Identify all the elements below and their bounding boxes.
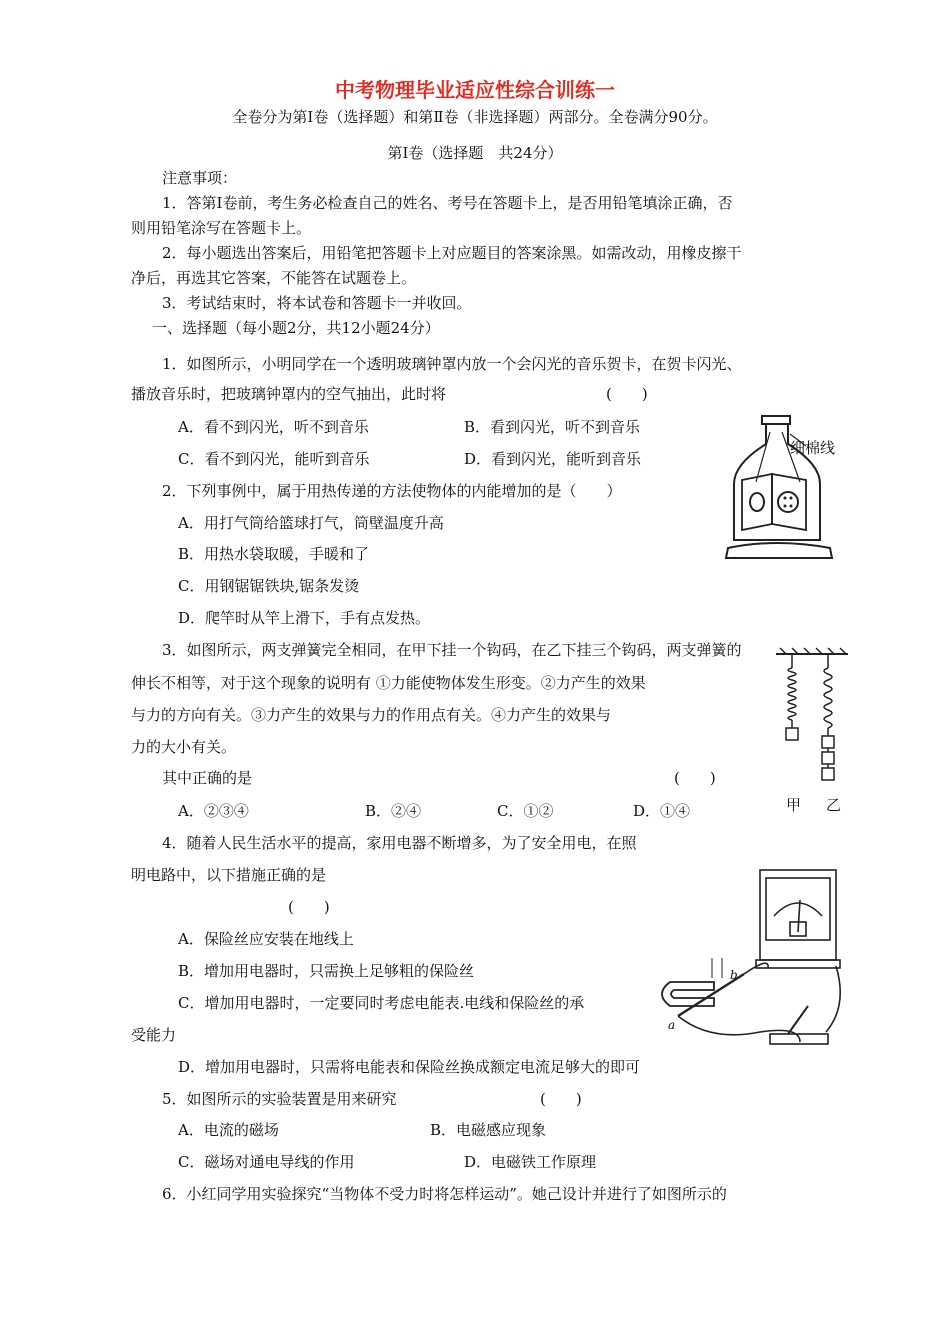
q2-option-a: A．用打气筒给篮球打气，筒壁温度升高 (178, 514, 444, 532)
label-yi: 乙 (826, 796, 842, 814)
q1-option-c: C．看不到闪光，能听到音乐 (178, 450, 370, 468)
q1-option-a: A．看不到闪光，听不到音乐 (178, 418, 369, 436)
q5-option-b: B．电磁感应现象 (430, 1121, 547, 1139)
q3-stem-line-1: 3．如图所示，两支弹簧完全相同，在甲下挂一个钩码，在乙下挂三个钩码，两支弹簧的 (162, 641, 742, 659)
note-1-line-1: 1．答第Ⅰ卷前，考生务必检查自己的姓名、考号在答题卡上，是否用铅笔填涂正确，否 (162, 194, 733, 212)
wire-a (678, 1016, 800, 1042)
part1-heading: 第Ⅰ卷（选择题 共24分） (387, 144, 563, 162)
note-1-line-2: 则用铅笔涂写在答题卡上。 (131, 219, 312, 237)
galvanometer-scale (774, 903, 822, 916)
weight-jia-1 (786, 728, 798, 740)
q4-option-d: D．增加用电器时，只需将电能表和保险丝换成额定电流足够大的即可 (178, 1058, 641, 1076)
q1-option-d: D．看到闪光，能听到音乐 (464, 450, 642, 468)
q3-stem-line-4: 力的大小有关。 (131, 738, 237, 756)
q3-stem-line-3: 与力的方向有关。③力产生的效果与力的作用点有关。④力产生的效果与 (131, 706, 612, 724)
q2-option-b: B．用热水袋取暖，手暖和了 (178, 545, 370, 563)
switch-lever (788, 1006, 808, 1034)
u-magnet (662, 982, 714, 1006)
note-2-line-1: 2．每小题选出答案后，用铅笔把答题卡上对应题目的答案涂黑。如需改动，用橡皮擦干 (162, 244, 742, 262)
q3-stem-line-2: 伸长不相等，对于这个现象的说明有 ①力能使物体发生形变。②力产生的效果 (131, 674, 646, 692)
q1-stem-line-1: 1．如图所示，小明同学在一个透明玻璃钟罩内放一个会闪光的音乐贺卡，在贺卡闪光、 (162, 355, 742, 373)
wire-switch (826, 966, 840, 1032)
q2-option-d: D．爬竿时从竿上滑下，手有点发热。 (178, 609, 431, 627)
galvanometer-body (760, 870, 836, 960)
q5-answer-bracket: ( ) (540, 1090, 582, 1108)
note-3: 3．考试结束时，将本试卷和答题卡一并收回。 (162, 294, 472, 312)
spring-yi (824, 668, 832, 728)
spring-jia (788, 668, 796, 720)
q2-option-c: C．用钢锯锯铁块,锯条发烫 (178, 577, 360, 595)
q4-option-a: A．保险丝应安装在地线上 (178, 930, 354, 948)
card-speaker (778, 492, 798, 512)
q4-option-b: B．增加用电器时，只需换上足够粗的保险丝 (178, 962, 475, 980)
q6-stem-line-1: 6．小红同学用实验探究“当物体不受力时将怎样运动”。她己设计并进行了如图所示的 (162, 1185, 727, 1203)
q3-option-d: D．①④ (633, 802, 691, 820)
q3-option-a: A．②③④ (178, 802, 249, 820)
q4-option-c-line-1: C．增加用电器时，一定要同时考虑电能表.电线和保险丝的承 (178, 994, 585, 1012)
springs-figure (774, 646, 850, 796)
notes-heading: 注意事项： (162, 169, 238, 187)
weight-yi-1 (822, 736, 834, 748)
section-1-heading: 一、选择题（每小题2分，共12小题24分） (152, 319, 440, 337)
galvanometer-needle (798, 900, 800, 932)
exam-intro: 全卷分为第Ⅰ卷（选择题）和第Ⅱ卷（非选择题）两部分。全卷满分90分。 (232, 108, 718, 126)
q4-stem-line-2: 明电路中，以下措施正确的是 (131, 866, 327, 884)
q3-option-c: C．①② (497, 802, 554, 820)
jar-base-plate (726, 543, 832, 558)
weight-yi-2 (822, 752, 834, 764)
q5-option-d: D．电磁铁工作原理 (464, 1153, 597, 1171)
note-2-line-2: 净后，再选其它答案，不能答在试题卷上。 (131, 269, 417, 287)
q1-answer-bracket: ( ) (606, 385, 648, 403)
electromagnetic-figure (650, 866, 850, 1056)
q2-stem: 2．下列事例中，属于用热传递的方法使物体的内能增加的是（ ） (162, 482, 622, 500)
q3-option-b: B．②④ (365, 802, 422, 820)
bell-jar-figure (720, 412, 840, 572)
q4-answer-bracket: ( ) (288, 898, 330, 916)
label-jia: 甲 (786, 796, 802, 814)
label-a: a (668, 1018, 676, 1032)
q5-option-a: A．电流的磁场 (178, 1121, 279, 1139)
q4-stem-line-1: 4．随着人民生活水平的提高，家用电器不断增多，为了安全用电，在照 (162, 834, 637, 852)
jar-stopper-top (762, 416, 790, 424)
q1-stem-line-2: 播放音乐时，把玻璃钟罩内的空气抽出，此时将 (131, 385, 447, 403)
label-b: b (730, 968, 738, 982)
exam-title: 中考物理毕业适应性综合训练一 (335, 78, 615, 102)
weight-yi-3 (822, 768, 834, 780)
card-left-panel (742, 474, 772, 530)
card-light (750, 493, 764, 511)
cotton-thread-label: 细棉线 (790, 439, 836, 457)
q3-stem-line-5: 其中正确的是 (162, 769, 253, 787)
q4-option-c-line-2: 受能力 (131, 1026, 177, 1044)
q3-answer-bracket: ( ) (674, 769, 716, 787)
q5-option-c: C．磁场对通电导线的作用 (178, 1153, 355, 1171)
q1-option-b: B．看到闪光，听不到音乐 (464, 418, 641, 436)
q5-stem: 5．如图所示的实验装置是用来研究 (162, 1090, 397, 1108)
